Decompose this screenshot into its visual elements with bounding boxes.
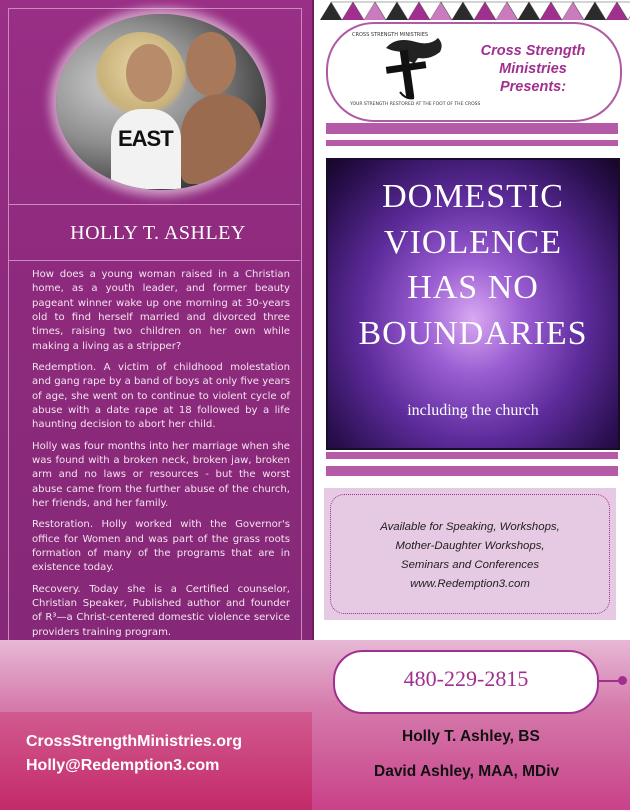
presents-line: Presents:	[499, 79, 567, 96]
presents-line: Cross Strength	[480, 43, 586, 59]
photo-face-left	[126, 44, 172, 102]
couple-photo	[56, 14, 266, 190]
phone-connector	[598, 680, 620, 682]
bio-paragraph: Recovery. Today she is a Certified counselor, Christian Speaker, Published author and founder of R³—a Christ-centered domestic violence service providers training program.	[32, 583, 290, 638]
speaker-name: David Ashley, MAA, MDiv	[374, 763, 560, 780]
name-divider-bottom	[8, 260, 300, 261]
website-link[interactable]: CrossStrengthMinistries.org	[26, 733, 243, 750]
speaker-name: Holly T. Ashley, BS	[402, 728, 540, 745]
availability-line: Mother-Daughter Workshops,	[395, 540, 545, 553]
bio-paragraph: How does a young woman raised in a Christian home, as a youth leader, and former beauty pageant winner wake up one morning at 30-years old to find herself married and divorced three times, raising two children on her own while making a living as a stripper?	[32, 269, 290, 352]
headline	[328, 174, 618, 356]
bio-paragraph: Restoration. Holly worked with the Governor's office for Women and was part of the grass roots formation of many of the programs that are in existence today.	[32, 519, 290, 574]
bio-paragraph: Holly was four months into her marriage when she was found with a broken neck, broken jaw, broken arm and no laws or resources - but the worst abuse came from the further abuse of the church, her friends, and her family.	[32, 440, 290, 509]
headline-line: VIOLENCE	[384, 223, 562, 261]
availability-text	[324, 518, 616, 595]
accent-bar-2	[326, 466, 618, 476]
logo-top-text: CROSS STRENGTH MINISTRIES	[352, 32, 429, 38]
zigzag-border	[320, 0, 630, 22]
availability-box	[324, 488, 616, 620]
availability-line: Available for Speaking, Workshops,	[380, 521, 560, 533]
bio-paragraph: Redemption. A victim of childhood molestation and gang rape by a band of boys at only five years of age, she went on to continue to violent cycle of abuse with a date rape at 18 followed by a life haunting decision to abort her child.	[32, 361, 290, 431]
bio-panel	[0, 0, 314, 712]
presents-line: Ministries	[499, 61, 567, 78]
photo-face-right	[186, 32, 236, 96]
headline-subtitle: including the church	[407, 402, 539, 419]
email-link[interactable]: Holly@Redemption3.com	[26, 757, 220, 774]
ministry-logo-box	[326, 22, 622, 122]
name-divider-top	[8, 204, 300, 205]
headline-line: BOUNDARIES	[358, 314, 588, 352]
phone-connector-dot	[618, 676, 627, 685]
availability-line: Seminars and Conferences	[400, 559, 540, 572]
headline-line: HAS NO	[407, 269, 539, 307]
availability-link[interactable]: www.Redemption3.com	[410, 578, 530, 591]
accent-bar-thin-2	[326, 452, 618, 459]
bio-name: HOLLY T. ASHLEY	[70, 222, 246, 244]
phone-number[interactable]: 480-229-2815	[403, 666, 529, 691]
headline-panel	[326, 158, 620, 450]
photo-arm	[181, 94, 261, 184]
accent-bar-thin	[326, 140, 618, 146]
headline-line: DOMESTIC	[382, 178, 564, 215]
photo-shirt-text: EAST	[118, 126, 173, 151]
accent-bar	[326, 123, 618, 134]
phone-box	[333, 650, 599, 714]
logo-tagline: YOUR STRENGTH RESTORED AT THE FOOT OF THE CROSS	[350, 102, 481, 107]
presents-heading	[458, 42, 608, 96]
